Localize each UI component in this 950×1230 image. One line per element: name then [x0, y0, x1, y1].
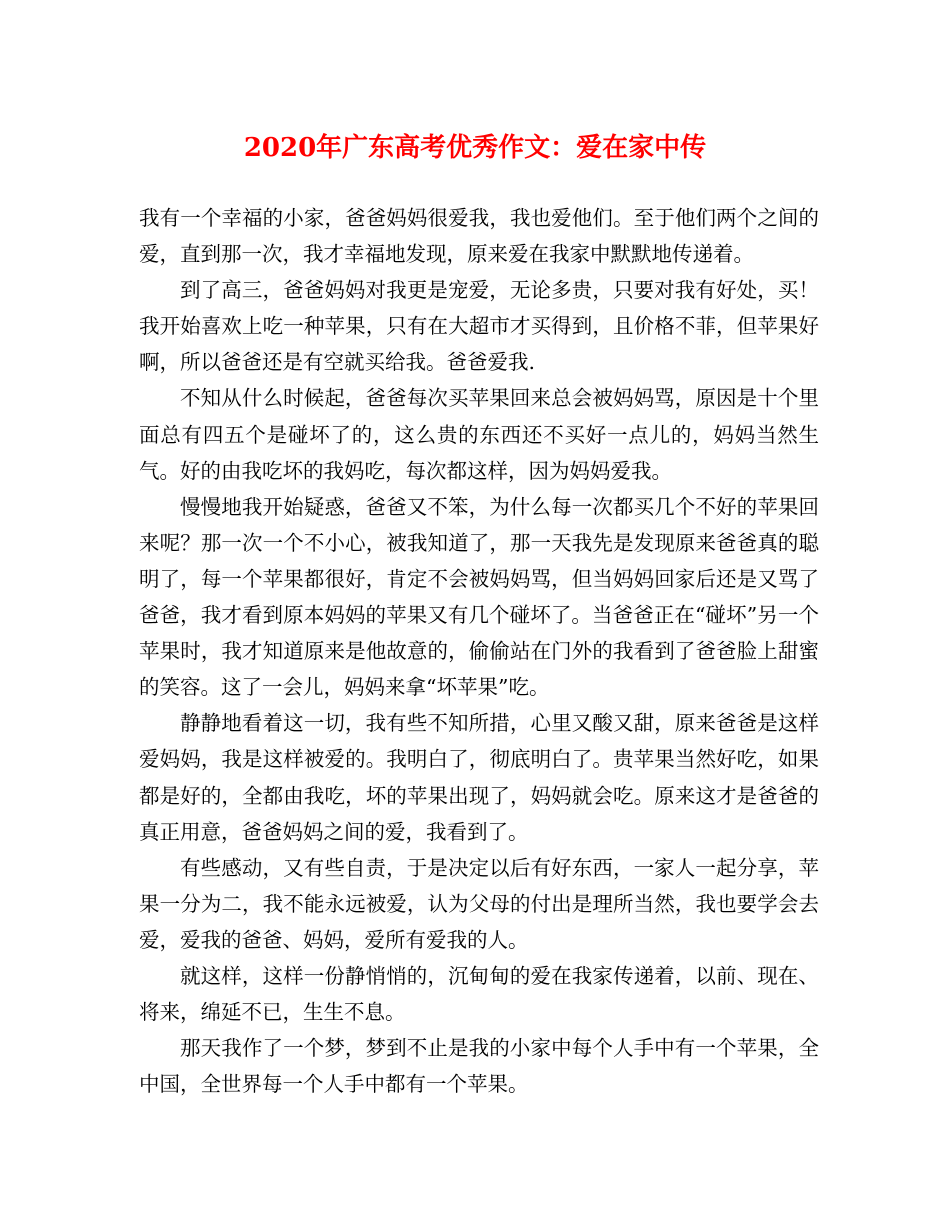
paragraph-3: 不知从什么时候起，爸爸每次买苹果回来总会被妈妈骂，原因是十个里面总有四五个是碰坏了的，这么贵的东西还不买好一点儿的，妈妈当然生气。好的由我吃坏的我妈吃，每次都这样，因为妈妈爱我。	[139, 386, 819, 483]
page-title: 2020年广东高考优秀作文：爱在家中传	[243, 133, 707, 163]
paragraph-5: 静静地看着这一切，我有些不知所措，心里又酸又甜，原来爸爸是这样爱妈妈，我是这样被爱的。我明白了，彻底明白了。贵苹果当然好吃，如果都是好的，全都由我吃，坏的苹果出现了，妈妈就会吃。原来这才是爸爸的真正用意，爸爸妈妈之间的爱，我看到了。	[139, 711, 819, 844]
paragraph-1: 我有一个幸福的小家，爸爸妈妈很爱我，我也爱他们。至于他们两个之间的爱，直到那一次，我才幸福地发现，原来爱在我家中默默地传递着。	[139, 206, 819, 267]
paragraph-6: 有些感动，又有些自责，于是决定以后有好东西，一家人一起分享，苹果一分为二，我不能永远被爱，认为父母的付出是理所当然，我也要学会去爱，爱我的爸爸、妈妈，爱所有爱我的人。	[139, 855, 819, 952]
paragraph-2: 到了高三，爸爸妈妈对我更是宠爱，无论多贵，只要对我有好处，买！我开始喜欢上吃一种苹果，只有在大超市才买得到，且价格不菲，但苹果好啊，所以爸爸还是有空就买给我。爸爸爱我.	[139, 278, 819, 375]
essay-body	[139, 200, 819, 1102]
paragraph-4: 慢慢地我开始疑惑，爸爸又不笨，为什么每一次都买几个不好的苹果回来呢？那一次一个不小心，被我知道了，那一天我先是发现原来爸爸真的聪明了，每一个苹果都很好，肯定不会被妈妈骂，但当妈妈回家后还是又骂了爸爸，我才看到原本妈妈的苹果又有几个碰坏了。当爸爸正在“碰坏”另一个苹果时，我才知道原来是他故意的，偷偷站在门外的我看到了爸爸脸上甜蜜的笑容。这了一会儿，妈妈来拿“坏苹果”吃。	[139, 494, 819, 700]
paragraph-8: 那天我作了一个梦，梦到不止是我的小家中每个人手中有一个苹果，全中国，全世界每一个人手中都有一个苹果。	[139, 1036, 819, 1097]
paragraph-7: 就这样，这样一份静悄悄的，沉甸甸的爱在我家传递着，以前、现在、将来，绵延不已，生生不息。	[139, 963, 819, 1025]
